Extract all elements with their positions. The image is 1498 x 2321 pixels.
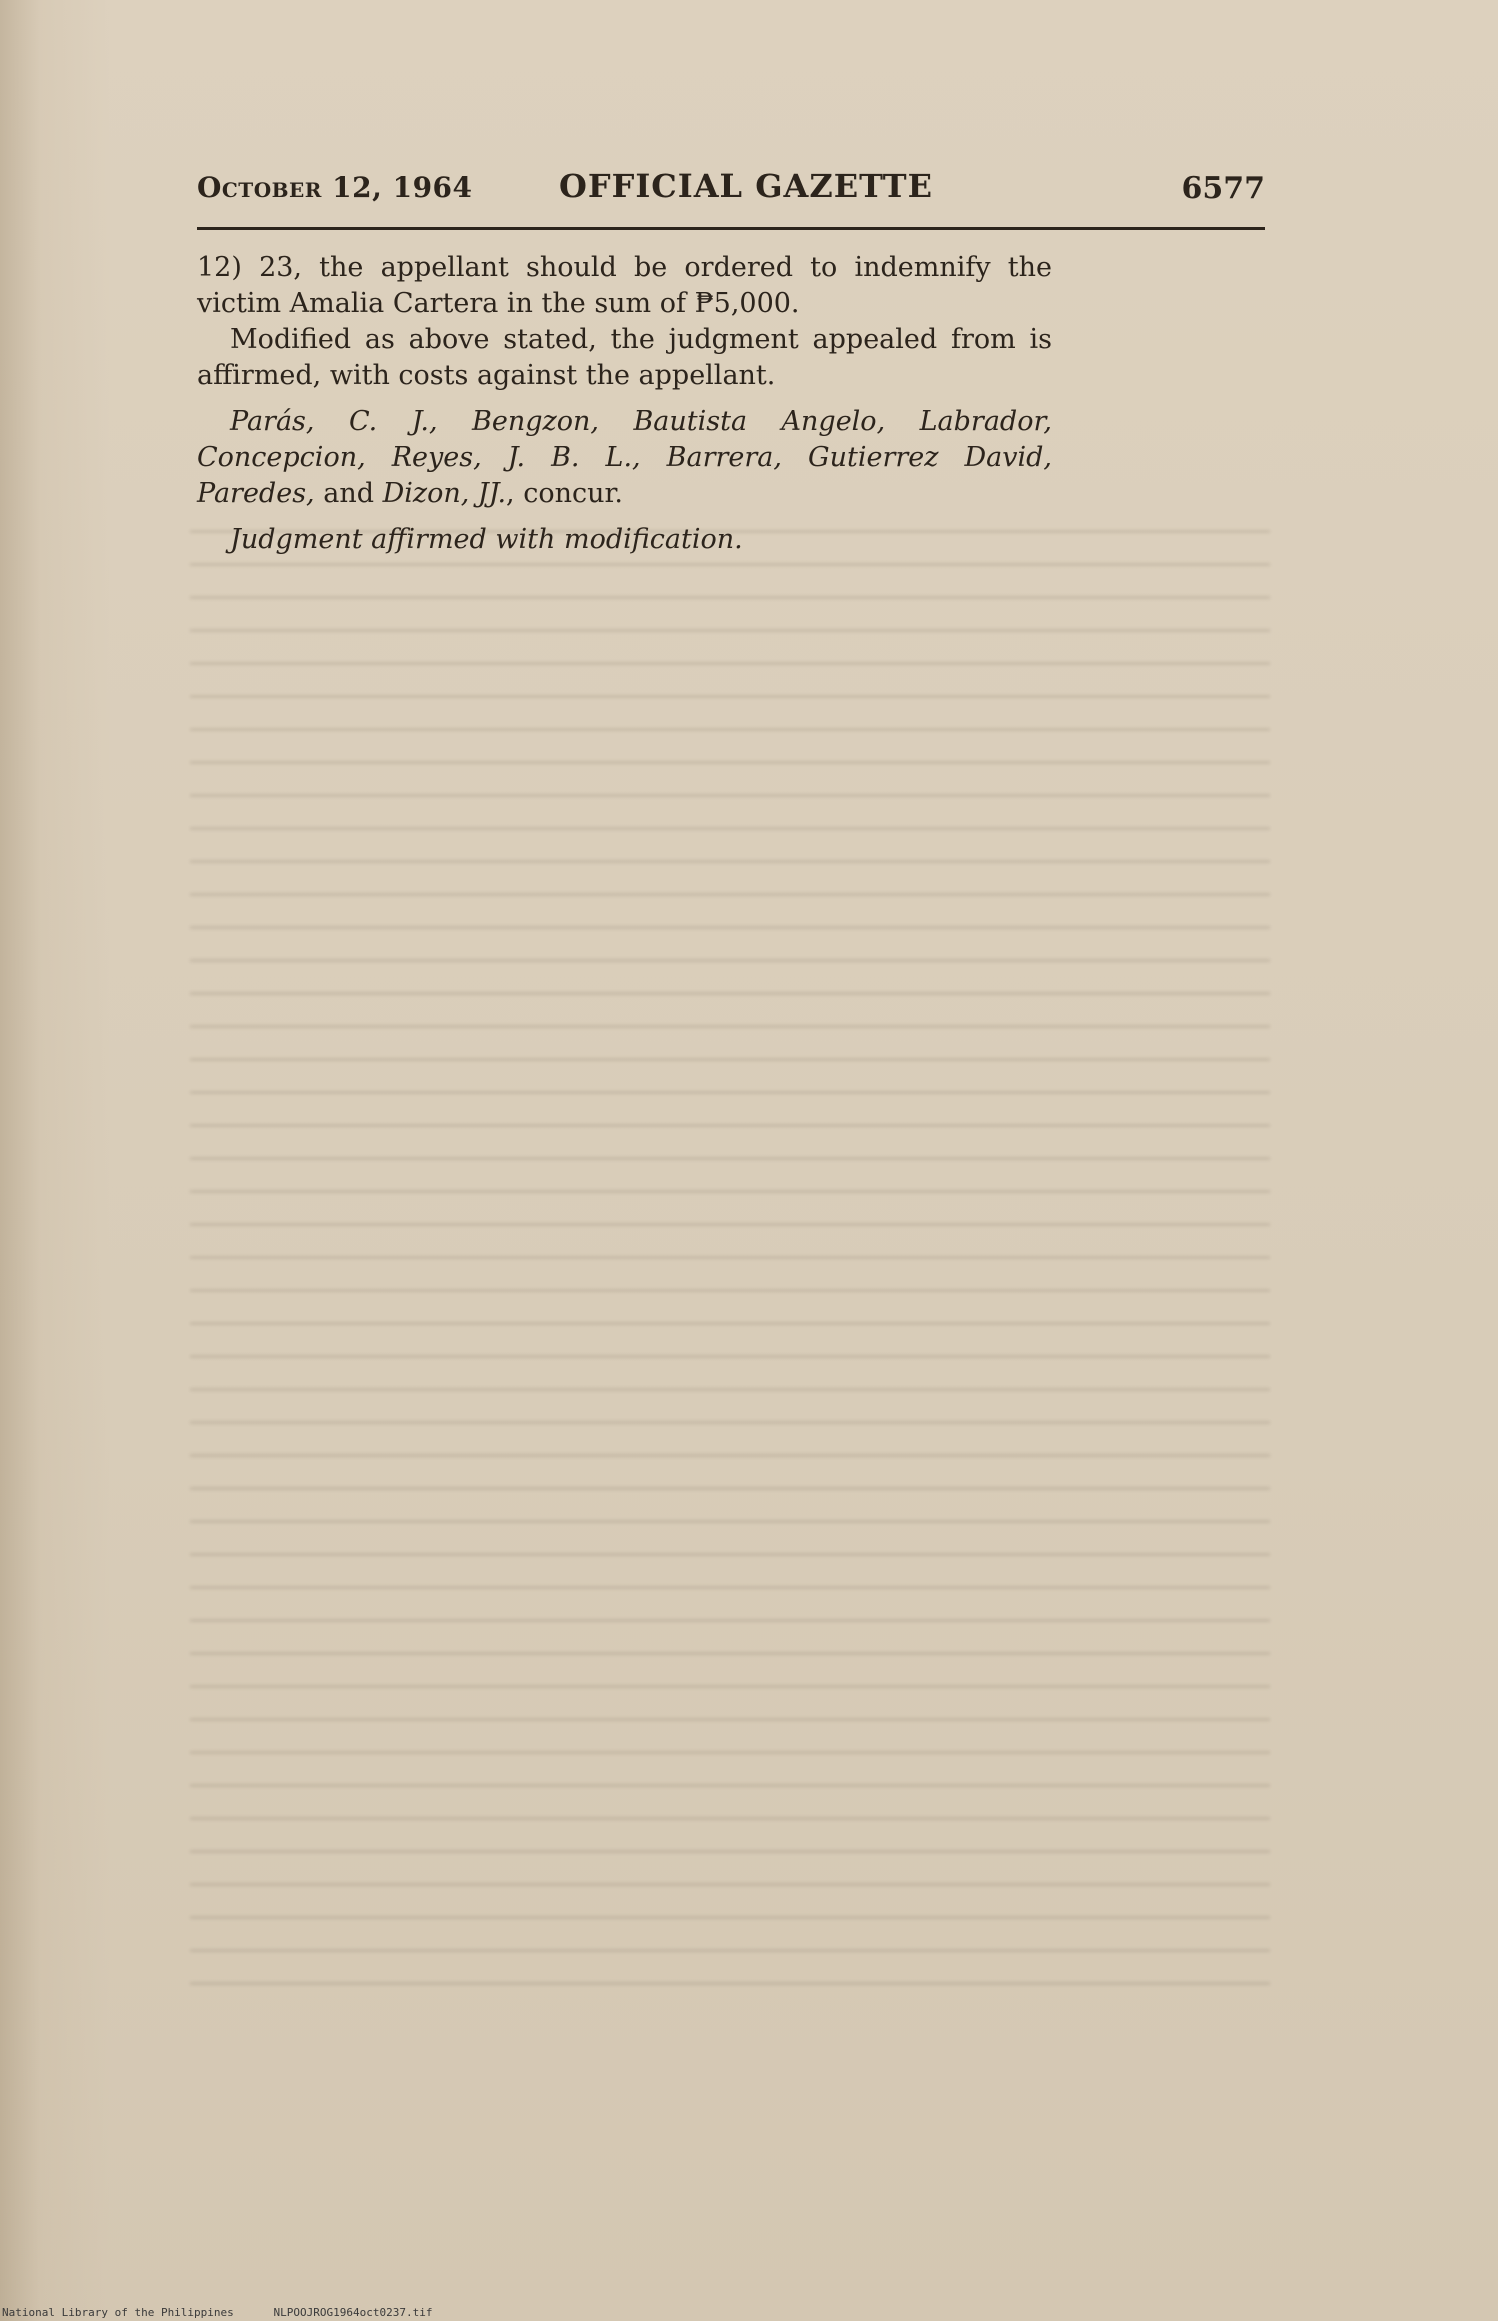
footer-file: NLPOOJROG1964oct0237.tif: [273, 2306, 433, 2319]
concur-and: and: [323, 478, 383, 509]
header-rule: [197, 227, 1265, 230]
justice-last: Dizon, JJ.: [382, 478, 507, 509]
paragraph-indemnity: 12) 23, the appellant should be ordered to indemnify the victim Amalia Cartera in the sum of ₱5,000.: [197, 252, 1052, 319]
justices-names: Parás, C. J., Bengzon, Bautista Angelo, Labrador, Concepcion, Reyes, J. B. L., Barrera, Gutierrez David, Paredes,: [197, 406, 1052, 509]
paragraph-modified: Modified as above stated, the judgment appealed from is affirmed, with costs against the appellant.: [197, 324, 1052, 391]
footer-source: National Library of the Philippines: [2, 2306, 234, 2319]
concur-end: , concur.: [506, 478, 624, 509]
page-header: [197, 165, 1265, 211]
header-page-number: 6577: [1181, 171, 1265, 206]
scan-footer: [2, 2306, 433, 2319]
header-title: OFFICIAL GAZETTE: [559, 167, 933, 205]
header-date: October 12, 1964: [197, 171, 473, 204]
show-through-texture: [190, 530, 1270, 1990]
paragraph-concurrence: [197, 404, 1052, 512]
disposition: Judgment affirmed with modification.: [230, 524, 743, 555]
body-text: [197, 250, 1052, 558]
